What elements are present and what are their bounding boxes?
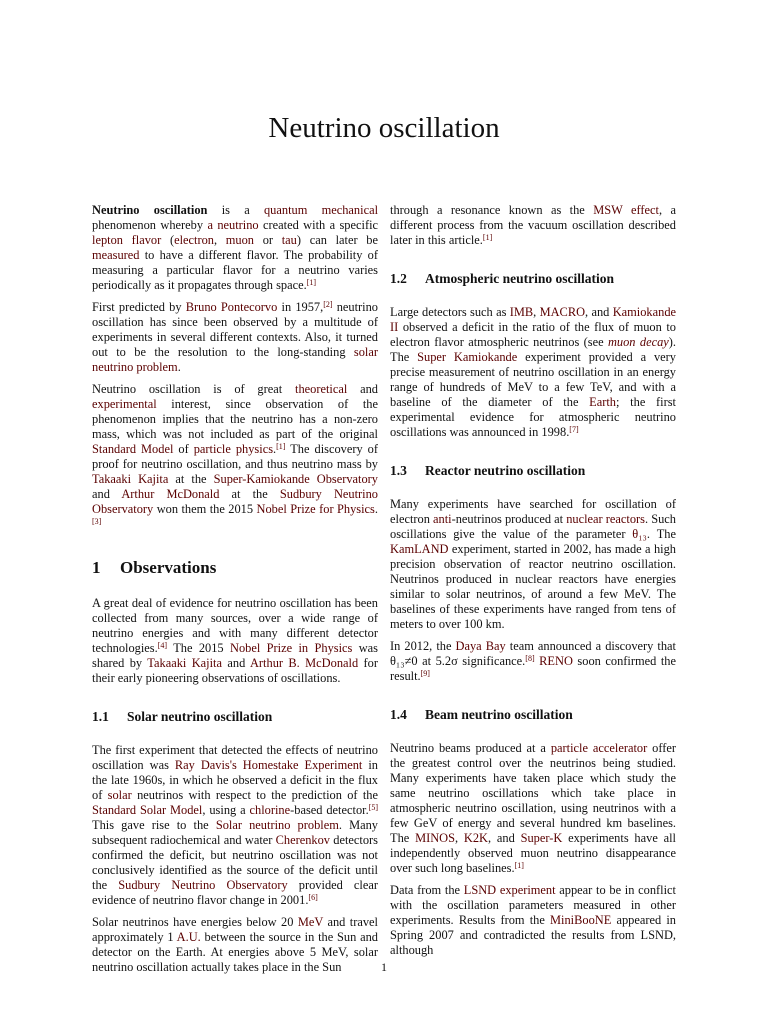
link-solar-neutrino-problem[interactable]: solar neutrino problem bbox=[92, 345, 378, 374]
solar-paragraph-1 bbox=[92, 743, 378, 908]
link-anti[interactable]: anti bbox=[433, 512, 452, 526]
link-solar-neutrino-problem[interactable]: Solar neutrino problem bbox=[215, 818, 339, 832]
text: and bbox=[347, 382, 378, 396]
link-muon-decay[interactable]: muon decay bbox=[607, 335, 669, 349]
text: ). The bbox=[390, 335, 676, 364]
text: A great deal of evidence for neutrino oscillation has been collected from many sources, over a wide range of neutrino energies and with many different detector technologies. bbox=[92, 596, 378, 655]
link-nobel-prize-physics[interactable]: Nobel Prize for Physics bbox=[256, 502, 375, 516]
link-quantum-mechanical[interactable]: quantum mechanical bbox=[263, 203, 379, 217]
text: -neutrinos produced at bbox=[451, 512, 567, 526]
link-kamiokande-ii[interactable]: Kamiokande II bbox=[390, 305, 677, 334]
section-heading-observations bbox=[92, 558, 378, 578]
section-number: 1.1 bbox=[92, 709, 109, 724]
section-title: Observations bbox=[120, 558, 217, 577]
text: for their early pioneering observations of oscillations. bbox=[92, 656, 378, 685]
text: Large detectors such as bbox=[390, 305, 510, 319]
text: . Many subsequent radiochemical and water bbox=[92, 818, 378, 847]
link-arthur-b-mcdonald[interactable]: Arthur B. McDonald bbox=[249, 656, 359, 670]
section-title: Reactor neutrino oscillation bbox=[425, 463, 586, 478]
text: In 2012, the bbox=[390, 639, 456, 653]
text: soon confirmed the result. bbox=[390, 654, 676, 683]
text: . Such oscillations give the value of the parameter bbox=[390, 512, 676, 541]
link-theoretical[interactable]: theoretical bbox=[295, 382, 348, 396]
page-title: Neutrino oscillation bbox=[268, 112, 500, 144]
text: between the source in the Sun and detector on the Earth. At energies above 5 MeV, solar neutrino oscillation actually takes place in the Sun bbox=[92, 930, 379, 974]
text: at the bbox=[219, 487, 280, 501]
link-bruno-pontecorvo[interactable]: Bruno Pontecorvo bbox=[185, 300, 278, 314]
text: and bbox=[222, 656, 250, 670]
text: provided clear evidence of neutrino flavor change in 2001. bbox=[92, 878, 378, 907]
link-super-kamiokande[interactable]: Super Kamiokande bbox=[417, 350, 518, 364]
citation-link[interactable]: [3] bbox=[92, 517, 102, 526]
text: , a different process from the vacuum oscillation described later in this article. bbox=[390, 203, 676, 247]
link-sudbury-neutrino-observatory[interactable]: Sudbury Neutrino Observatory bbox=[118, 878, 288, 892]
link-particle-physics[interactable]: particle physics bbox=[193, 442, 274, 456]
text: ; the first experimental evidence for atmospheric neutrino oscillations was announced in 1998. bbox=[390, 395, 676, 439]
intro-paragraph-3 bbox=[92, 382, 378, 532]
link-super-k[interactable]: Super-K bbox=[520, 831, 563, 845]
text: This gave rise to the bbox=[92, 818, 216, 832]
text: and bbox=[92, 487, 122, 501]
link-super-kamiokande-observatory[interactable]: Super-Kamiokande Observatory bbox=[213, 472, 378, 486]
text: Many experiments have searched for oscillation of electron bbox=[390, 497, 676, 526]
text: through a resonance known as the bbox=[390, 203, 594, 217]
atmospheric-paragraph bbox=[390, 305, 676, 440]
link-mev[interactable]: MeV bbox=[297, 915, 324, 929]
link-lsnd-experiment[interactable]: LSND experiment bbox=[463, 883, 556, 897]
citation-link[interactable]: [1] bbox=[276, 442, 286, 451]
observations-paragraph bbox=[92, 596, 378, 686]
link-k2k[interactable]: K2K bbox=[463, 831, 488, 845]
link-tau[interactable]: tau bbox=[281, 233, 297, 247]
text: or bbox=[254, 233, 282, 247]
link-homestake-experiment[interactable]: Ray Davis's Homestake Experiment bbox=[174, 758, 363, 772]
link-sudbury-neutrino-observatory[interactable]: Sudbury Neutrino Observatory bbox=[92, 487, 379, 516]
link-theta13[interactable]: θ₁₃ bbox=[632, 527, 647, 541]
link-minos[interactable]: MINOS bbox=[415, 831, 455, 845]
text: of bbox=[173, 442, 194, 456]
link-experimental[interactable]: experimental bbox=[92, 397, 157, 411]
citation-link[interactable]: [4] bbox=[157, 641, 168, 650]
text: . bbox=[374, 502, 378, 516]
text: , bbox=[213, 233, 226, 247]
text: , and bbox=[585, 305, 613, 319]
text: won them the 2015 bbox=[153, 502, 257, 516]
text: to have a different flavor. The probability of measuring a particular flavor for a neutrino varies periodically as it propagates through space. bbox=[92, 248, 378, 292]
link-miniboone[interactable]: MiniBooNE bbox=[550, 913, 612, 927]
beam-paragraph-1 bbox=[390, 741, 676, 876]
link-kamland[interactable]: KamLAND bbox=[390, 542, 449, 556]
link-solar[interactable]: solar bbox=[107, 788, 132, 802]
link-electron[interactable]: electron bbox=[174, 233, 214, 247]
link-cherenkov[interactable]: Cherenkov bbox=[275, 833, 331, 847]
beam-paragraph-2 bbox=[390, 883, 676, 958]
citation-link[interactable]: [7] bbox=[569, 425, 579, 434]
text: in the late 1960s, in which he observed a deficit in the flux of bbox=[92, 758, 378, 802]
text: ) can later be bbox=[296, 233, 378, 247]
link-measured[interactable]: measured bbox=[92, 248, 140, 262]
text: Neutrino beams produced at a bbox=[390, 741, 551, 755]
text: phenomenon whereby bbox=[92, 218, 208, 232]
intro-paragraph-1 bbox=[92, 203, 378, 293]
section-heading-reactor bbox=[390, 462, 676, 479]
citation-link[interactable]: [9] bbox=[420, 669, 430, 678]
text: The first experiment that detected the effects of neutrino oscillation was bbox=[92, 743, 378, 772]
text: . bbox=[177, 360, 181, 374]
text: The 2015 bbox=[167, 641, 230, 655]
link-au[interactable]: A.U. bbox=[176, 930, 201, 944]
text: ( bbox=[161, 233, 175, 247]
link-macro[interactable]: MACRO bbox=[539, 305, 586, 319]
link-nobel-prize-in-physics[interactable]: Nobel Prize in Physics bbox=[230, 641, 353, 655]
text: in 1957, bbox=[277, 300, 324, 314]
link-daya-bay[interactable]: Daya Bay bbox=[455, 639, 506, 653]
link-arthur-mcdonald[interactable]: Arthur McDonald bbox=[121, 487, 220, 501]
link-nuclear-reactors[interactable]: nuclear reactors bbox=[566, 512, 645, 526]
reactor-paragraph-2 bbox=[390, 639, 676, 684]
section-number: 1.2 bbox=[390, 271, 407, 286]
text: observed a deficit in the ratio of the flux of muon to electron flavor atmospheric neutrinos (see bbox=[390, 320, 676, 349]
section-heading-beam bbox=[390, 706, 676, 723]
section-title: Beam neutrino oscillation bbox=[425, 707, 573, 722]
link-standard-model[interactable]: Standard Model bbox=[92, 442, 174, 456]
text: detectors confirmed the deficit, but neutrino oscillation was not conclusively identified as the source of the deficit until the bbox=[92, 833, 378, 892]
text: , using a bbox=[202, 803, 250, 817]
text: appeared in Spring 2007 and contradicted the results from LSND, although bbox=[390, 913, 676, 957]
text: appear to be in conflict with the oscillation parameters measured in other experiments. Results from the bbox=[390, 883, 676, 927]
link-earth[interactable]: Earth bbox=[589, 395, 617, 409]
citation-link[interactable]: [1] bbox=[306, 278, 317, 287]
text: The discovery of proof for neutrino oscillation, and thus neutrino mass by bbox=[92, 442, 378, 471]
reactor-paragraph-1 bbox=[390, 497, 676, 632]
link-msw-effect[interactable]: MSW effect bbox=[593, 203, 659, 217]
citation-link[interactable]: [5] bbox=[368, 803, 379, 812]
section-number: 1 bbox=[92, 558, 101, 577]
link-lepton-flavor[interactable]: lepton flavor bbox=[92, 233, 162, 247]
text: , bbox=[455, 831, 464, 845]
text: is a bbox=[207, 203, 264, 217]
article-subject: Neutrino oscillation bbox=[92, 203, 208, 217]
text: offer the greatest control over the neutrinos being studied. Many experiments have taken place which study the same neutrino oscillations which take place in atmospheric neutrino oscillation, using neutrinos with a few GeV of energy and several hundred km baselines. The bbox=[390, 741, 677, 845]
section-title: Atmospheric neutrino oscillation bbox=[425, 271, 614, 286]
section-number: 1.3 bbox=[390, 463, 407, 478]
section-heading-atmospheric bbox=[390, 270, 676, 287]
link-takaaki-kajita[interactable]: Takaaki Kajita bbox=[147, 656, 222, 670]
continued-paragraph bbox=[390, 203, 676, 248]
text: . The bbox=[646, 527, 676, 541]
text: neutrino oscillation has since been observed by a multitude of experiments in several different contexts. Also, it turned out to be the resolution to the long-standing bbox=[92, 300, 378, 359]
text: and travel approximately 1 bbox=[92, 915, 378, 944]
text: Solar neutrinos have energies below 20 bbox=[92, 915, 298, 929]
link-chlorine[interactable]: chlorine bbox=[249, 803, 291, 817]
link-neutrino[interactable]: a neutrino bbox=[207, 218, 259, 232]
text: neutrinos with respect to the prediction of the bbox=[131, 788, 379, 802]
text: team announced a discovery that θ₁₃≠0 at 5.2σ significance. bbox=[390, 639, 677, 668]
link-muon[interactable]: muon bbox=[225, 233, 255, 247]
intro-paragraph-2 bbox=[92, 300, 378, 375]
link-particle-accelerator[interactable]: particle accelerator bbox=[550, 741, 648, 755]
link-reno[interactable]: RENO bbox=[539, 654, 573, 668]
text: experiment, started in 2002, has made a high precision observation of reactor neutrino oscillation. Neutrinos produced in nuclear reactors have energies similar to solar neutrinos, of around a few MeV. The baselines of these experiments have ranged from tens of meters to over 100 km. bbox=[390, 542, 676, 631]
left-column bbox=[92, 203, 378, 982]
link-imb[interactable]: IMB bbox=[509, 305, 534, 319]
text: at the bbox=[168, 472, 214, 486]
section-title: Solar neutrino oscillation bbox=[127, 709, 273, 724]
text: , bbox=[533, 305, 540, 319]
text: , and bbox=[487, 831, 521, 845]
text: -based detector. bbox=[290, 803, 369, 817]
right-column bbox=[390, 203, 676, 965]
text: Data from the bbox=[390, 883, 464, 897]
citation-link[interactable]: [2] bbox=[323, 300, 333, 309]
citation-link[interactable]: [8] bbox=[525, 654, 535, 663]
text: created with a specific bbox=[258, 218, 379, 232]
text: . bbox=[273, 442, 277, 456]
text: was shared by bbox=[92, 641, 378, 670]
text: Neutrino oscillation is of great bbox=[92, 382, 295, 396]
text: First predicted by bbox=[92, 300, 186, 314]
text: experiment provided a very precise measurement of neutrino oscillation in an energy range of hundreds of MeV to a few TeV, and with a baseline of the diameter of the bbox=[390, 350, 676, 409]
text: experiments have all independently observed muon neutrino disappearance over such long baselines. bbox=[390, 831, 676, 875]
text: interest, since observation of the phenomenon implies that the neutrino has a non-zero mass, which was not included as part of the original bbox=[92, 397, 378, 441]
citation-link[interactable]: [6] bbox=[308, 893, 318, 902]
link-takaaki-kajita[interactable]: Takaaki Kajita bbox=[92, 472, 169, 486]
page-number: 1 bbox=[381, 960, 387, 974]
citation-link[interactable]: [1] bbox=[482, 233, 493, 242]
section-number: 1.4 bbox=[390, 707, 407, 722]
section-heading-solar bbox=[92, 708, 378, 725]
link-standard-solar-model[interactable]: Standard Solar Model bbox=[92, 803, 203, 817]
citation-link[interactable]: [1] bbox=[514, 861, 524, 870]
